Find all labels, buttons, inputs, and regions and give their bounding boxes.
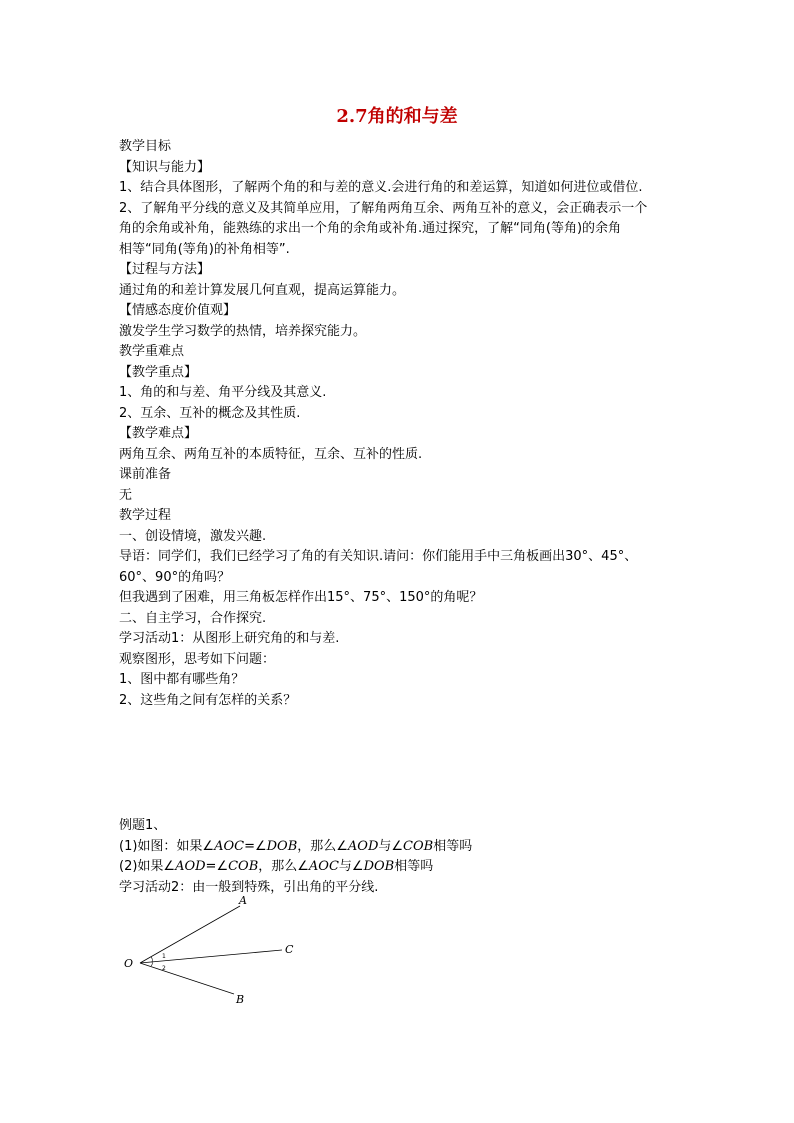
subsection-heading: 【情感态度价值观】 (119, 303, 237, 318)
angle-label: COB (228, 859, 259, 874)
text-segment: 与∠ (338, 859, 364, 874)
paragraph: 导语：同学们，我们已经学习了角的有关知识.请问：你们能用手中三角板画出30°、45°、 (119, 549, 638, 564)
text-segment: ，那么∠ (258, 859, 309, 874)
text-segment: (1)如图：如果∠ (119, 838, 215, 854)
ray-OA (140, 906, 240, 963)
page-title: 2.7角的和与差 (336, 106, 458, 127)
angle-diagram (118, 890, 308, 1010)
example-question-1 (119, 837, 679, 858)
angle-number-2: 2 (162, 965, 166, 972)
paragraph: 但我遇到了困难，用三角板怎样作出15°、75°、150°的角呢？ (119, 590, 483, 605)
example-question-2 (119, 857, 679, 878)
subsection-heading: 【教学难点】 (119, 426, 198, 441)
subsection-heading: 【教学重点】 (119, 364, 198, 380)
paragraph: 角的余角或补角，能熟练的求出一个角的余角或补角.通过探究，了解“同角(等角)的余角 (119, 221, 622, 236)
paragraph: 60°、90°的角吗？ (119, 569, 231, 585)
paragraph: 2、了解角平分线的意义及其简单应用，了解角两角互余、两角互补的意义，会正确表示一个 (119, 200, 648, 216)
text-segment: 相等吗 (433, 838, 473, 854)
text-segment: 与∠ (378, 838, 404, 854)
subsection-heading: 【过程与方法】 (119, 262, 211, 277)
point-label-C: C (285, 943, 294, 956)
section-heading: 课前准备 (119, 467, 172, 482)
paragraph: 无 (119, 487, 133, 503)
angle-label: AOD (347, 838, 379, 854)
point-label-A: A (239, 894, 247, 907)
text-segment: ，那么∠ (297, 838, 348, 854)
paragraph: 观察图形，思考如下问题： (119, 651, 276, 667)
angle-arc-1 (151, 957, 152, 962)
angle-figure (118, 890, 308, 1010)
point-label-B: B (236, 993, 245, 1006)
angle-label: AOC (214, 838, 245, 854)
paragraph: 1、图中都有哪些角？ (119, 672, 245, 687)
paragraph: 2、互余、互补的概念及其性质. (119, 405, 301, 421)
angle-label: COB (403, 838, 434, 854)
angle-label: DOB (363, 859, 395, 874)
example-heading: 例题1、 (119, 818, 167, 833)
paragraph: 两角互余、两角互补的本质特征，互余、互补的性质. (119, 446, 423, 462)
paragraph: 学习活动1：从图形上研究角的和与差. (119, 631, 340, 646)
paragraph: 1、结合具体图形，了解两个角的和与差的意义.会进行角的和差运算，知道如何进位或借位. (119, 180, 643, 195)
text-segment: (2)如果∠ (119, 859, 176, 874)
text-segment: 相等吗 (394, 859, 434, 874)
document-body (119, 137, 689, 711)
angle-label: DOB (266, 838, 298, 854)
ray-OB (140, 963, 234, 994)
point-label-O: O (124, 957, 134, 970)
paragraph: 学习活动2：由一般到特殊，引出角的平分线. (119, 879, 379, 895)
angle-arc-2 (151, 962, 152, 966)
section-heading: 教学过程 (119, 508, 172, 523)
subsection-heading: 【知识与能力】 (119, 159, 211, 175)
paragraph: 相等“同角(等角)的补角相等”. (119, 241, 290, 257)
text-segment: =∠ (205, 859, 229, 874)
paragraph: 2、这些角之间有怎样的关系？ (119, 692, 297, 708)
section-heading: 教学重难点 (119, 344, 185, 359)
paragraph: 通过角的和差计算发展几何直观，提高运算能力。 (119, 282, 406, 298)
section-heading: 教学目标 (119, 139, 172, 154)
paragraph: 1、角的和与差、角平分线及其意义. (119, 385, 327, 400)
paragraph: 激发学生学习数学的热情，培养探究能力。 (119, 323, 367, 339)
example-block (119, 816, 679, 898)
paragraph: 一、创设情境，激发兴趣. (119, 528, 267, 544)
angle-number-1: 1 (162, 953, 166, 960)
paragraph: 二、自主学习，合作探究. (119, 610, 267, 626)
angle-label: AOD (175, 859, 206, 874)
angle-label: AOC (308, 859, 339, 874)
text-segment: =∠ (244, 838, 267, 854)
